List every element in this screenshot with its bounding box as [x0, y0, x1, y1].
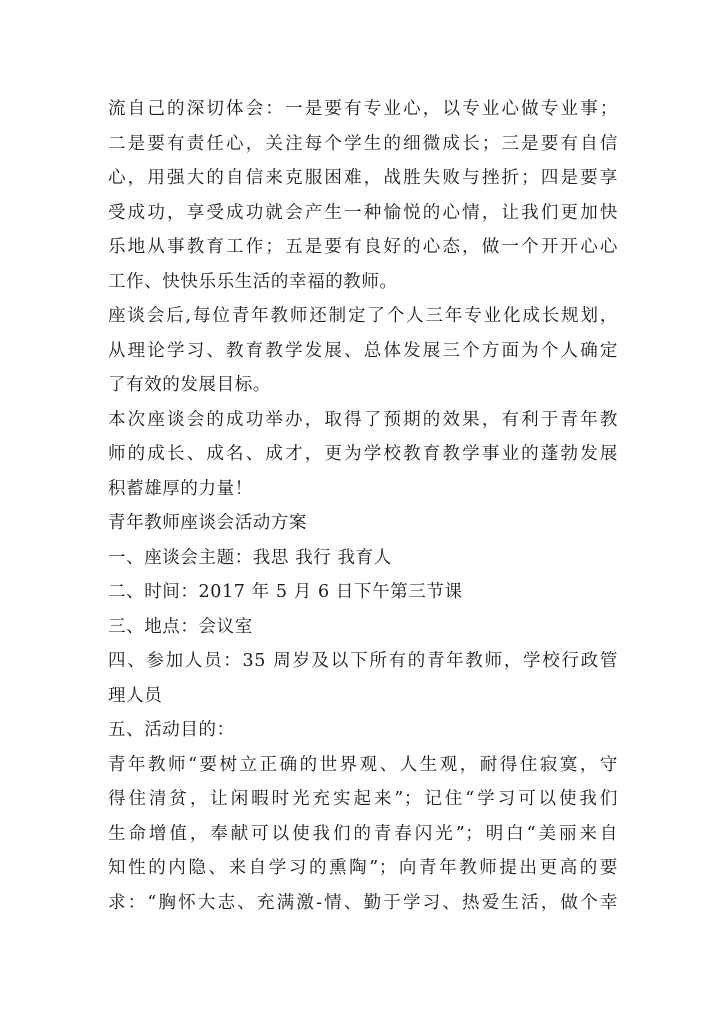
- text-line: 从理论学习、教育教学发展、总体发展三个方面为个人确定: [108, 340, 618, 361]
- text-line: 流自己的深切体会：一是要有专业心，以专业心做专业事；: [108, 99, 618, 119]
- text-line: 生命增值，奉献可以使我们的青春闪光”；明白“美丽来自: [108, 823, 618, 844]
- text-line: 一、座谈会主题：我思 我行 我育人: [108, 547, 392, 568]
- text-line: 知性的内隐、来自学习的熏陶”；向青年教师提出更高的要: [108, 858, 618, 878]
- text-line: 得住清贫，让闲暇时光充实起来”；记住“学习可以使我们: [108, 789, 618, 809]
- text-line: 工作、快快乐乐生活的幸福的教师。: [108, 271, 398, 292]
- text-line: 本次座谈会的成功举办，取得了预期的效果，有利于青年教: [108, 409, 618, 430]
- text-line: 二是要有责任心，关注每个学生的细微成长；三是要有自信: [108, 133, 618, 154]
- section-title: 青年教师座谈会活动方案: [108, 513, 308, 533]
- text-line: 师的成长、成名、成才，更为学校教育教学事业的蓬勃发展: [108, 444, 618, 464]
- text-line: 五、活动目的：: [108, 720, 235, 740]
- text-line: 理人员: [108, 685, 163, 706]
- text-line: 三、地点：会议室: [108, 616, 253, 637]
- text-line: 受成功，享受成功就会产生一种愉悦的心情，让我们更加快: [108, 202, 618, 223]
- text-line: 积蓄雄厚的力量！: [108, 478, 253, 499]
- text-line: 了有效的发展目标。: [108, 375, 271, 395]
- text-line: 青年教师“要树立正确的世界观、人生观，耐得住寂寞，守: [108, 754, 618, 775]
- text-line: 四、参加人员：35 周岁及以下所有的青年教师，学校行政管: [108, 651, 618, 671]
- text-line: 座谈会后,每位青年教师还制定了个人三年专业化成长规划，: [108, 306, 618, 326]
- text-line: 二、时间：2017 年 5 月 6 日下午第三节课: [108, 582, 463, 602]
- document-page: [108, 92, 618, 920]
- text-line: 心，用强大的自信来克服困难，战胜失败与挫折；四是要享: [108, 168, 618, 188]
- text-line: 求：“胸怀大志、充满激-情、勤于学习、热爱生活，做个幸: [108, 892, 618, 913]
- text-line: 乐地从事教育工作；五是要有良好的心态，做一个开开心心: [108, 237, 618, 257]
